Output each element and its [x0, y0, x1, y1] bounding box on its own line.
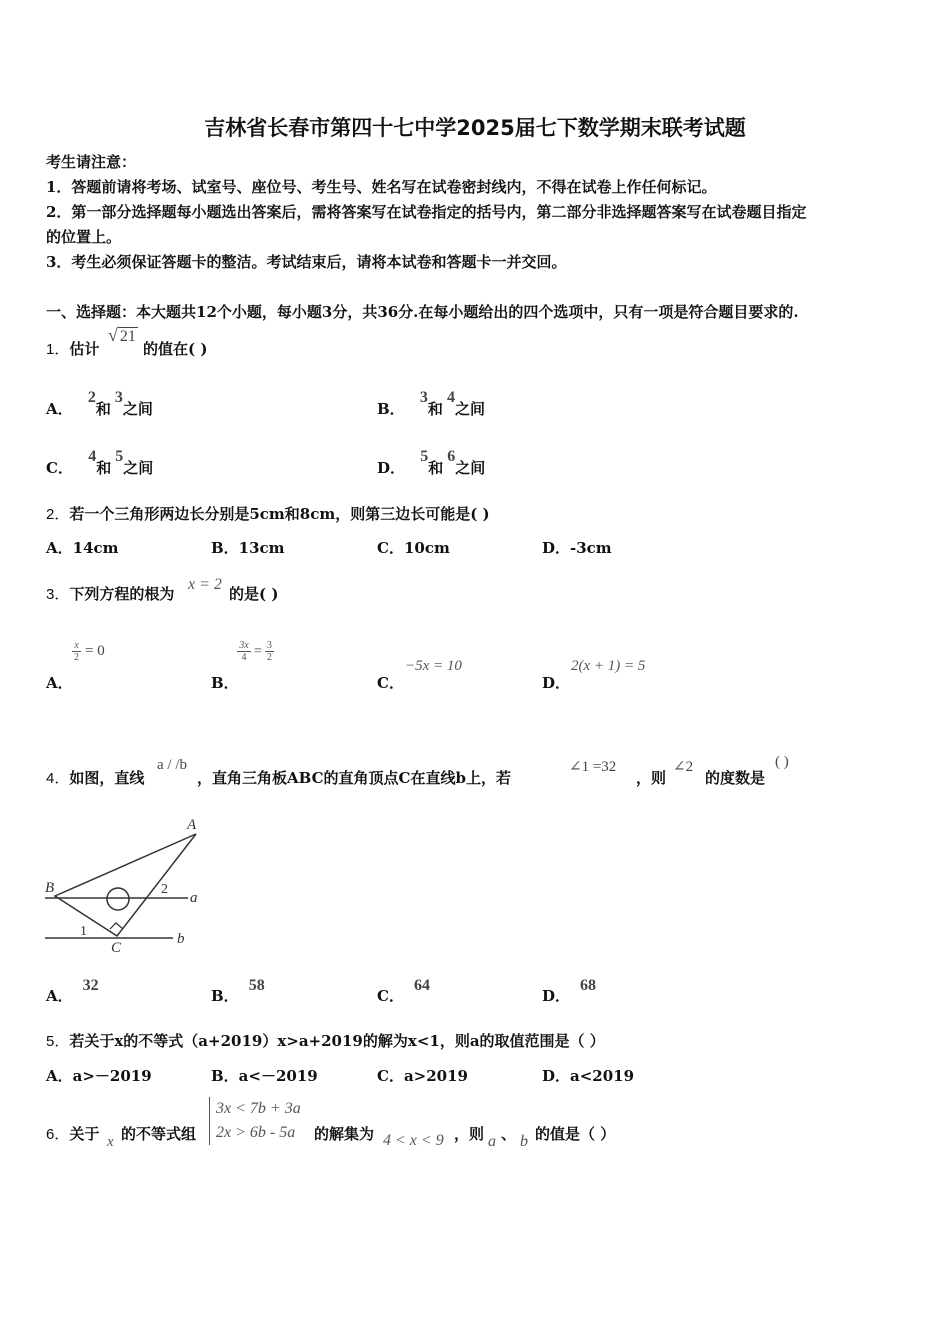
q2-option-a[interactable]: A．14cm [46, 539, 119, 557]
q2-stem [46, 502, 490, 527]
q3-eq: x = 2 [188, 576, 222, 593]
q3-option-a-expr[interactable] [72, 640, 105, 663]
q1-d-mid: 和 [428, 459, 444, 477]
label-a-vertex: A [187, 817, 197, 833]
q1-option-d[interactable] [377, 448, 486, 478]
q1-a-n1: 2 [87, 389, 96, 406]
q1-option-b[interactable] [377, 389, 485, 419]
q4-mid: ，直角三角板ABC的直角顶点C在直线b上，若 [197, 769, 511, 787]
q2-number: 2． [46, 506, 70, 523]
q1-a-end: 之间 [122, 400, 153, 418]
section-heading: 一、选择题：本大题共12个小题，每小题3分，共36分.在每小题给出的四个选项中，只有一项是符合题目要求的. [46, 303, 799, 321]
option-label: C． [377, 987, 404, 1005]
q6-ineq-1: 3x < 7b + 3a [216, 1100, 301, 1117]
q5-number: 5． [46, 1033, 70, 1050]
q4-paren: ( ) [775, 754, 789, 770]
label-line-a: a [190, 890, 198, 906]
q6-var-b: b [520, 1133, 528, 1150]
label-c-vertex: C [111, 940, 122, 956]
right-angle-mark [110, 923, 123, 929]
q6-inequality-system [209, 1097, 301, 1145]
q6-ineq-2: 2x > 6b - 5a [216, 1124, 296, 1141]
q3-b-fraction-2 [265, 640, 274, 663]
label-b-vertex: B [45, 880, 55, 896]
q5-option-d[interactable]: D．a<2019 [542, 1067, 635, 1085]
q5-option-a[interactable]: A．a>－2019 [46, 1067, 152, 1085]
q1-sqrt-value: 21 [119, 328, 136, 345]
q6-post: 的值是（ ） [535, 1125, 616, 1143]
q1-d-n1: 5 [420, 448, 429, 465]
q4-pre: 如图，直线 [69, 769, 145, 787]
q2-text: 若一个三角形两边长分别是5cm和8cm，则第三边长可能是( ) [69, 505, 490, 523]
q3-b-eq: = [254, 643, 262, 659]
q5-option-c[interactable]: C．a>2019 [377, 1067, 468, 1085]
q6-mid3: ，则 [454, 1125, 485, 1143]
q3-a-den: 2 [74, 652, 79, 663]
q1-d-end: 之间 [455, 459, 486, 477]
q4-post: 的度数是 [705, 769, 766, 787]
q3-pre: 下列方程的根为 [69, 585, 175, 603]
q6-stem-pre [46, 1122, 99, 1147]
option-label: A． [46, 987, 73, 1005]
q1-c-end: 之间 [123, 459, 154, 477]
q6-mid2: 的解集为 [314, 1125, 375, 1143]
notice-line-3: 3．考生必须保证答题卡的整洁。考试结束后，请将本试卷和答题卡一并交回。 [46, 253, 567, 271]
q4-angle1: ∠1 =32 [569, 759, 617, 775]
q3-number: 3． [46, 586, 70, 603]
q4-mid2: ，则 [636, 769, 667, 787]
q6-var-x: x [107, 1134, 114, 1150]
q1-option-c[interactable] [46, 448, 154, 478]
q1-sqrt: √ 21 [108, 325, 136, 345]
option-label: D． [377, 459, 406, 477]
q3-a-rest: = 0 [85, 643, 105, 659]
q3-post: 的是( ) [229, 585, 279, 603]
q3-option-b-label[interactable]: B． [211, 674, 239, 692]
notice-heading: 考生请注意： [46, 153, 137, 171]
q4-b-value: 58 [248, 977, 265, 994]
q1-option-a[interactable] [46, 389, 153, 419]
triangle-abc [55, 834, 196, 936]
label-angle-2: 2 [161, 882, 168, 897]
q1-a-n2: 3 [114, 389, 123, 406]
q4-option-c[interactable] [377, 977, 430, 1006]
q1-b-n1: 3 [419, 389, 428, 406]
q5-stem [46, 1029, 605, 1054]
q4-angle2: ∠2 [673, 759, 694, 775]
page-title: 吉林省长春市第四十七中学2025届七下数学期末联考试题 [204, 116, 746, 140]
q3-b-den2: 2 [266, 652, 272, 663]
q1-c-n1: 4 [88, 448, 97, 465]
q4-option-b[interactable] [211, 977, 265, 1006]
q4-d-value: 68 [580, 977, 597, 994]
q5-text: 若关于x的不等式（a+2019）x>a+2019的解为x<1，则a的取值范围是（ ） [69, 1032, 605, 1050]
q1-d-n2: 6 [447, 448, 456, 465]
option-label: C． [46, 459, 73, 477]
q4-a-value: 32 [82, 977, 99, 994]
q3-option-b-expr[interactable] [237, 640, 274, 663]
q1-b-end: 之间 [454, 400, 485, 418]
q4-figure [40, 812, 210, 957]
option-label: D． [542, 987, 571, 1005]
q3-b-num2: 3 [266, 640, 272, 651]
q4-parallel: a / /b [157, 757, 187, 773]
q6-sep: 、 [501, 1125, 517, 1143]
q3-option-c-expr[interactable]: −5x = 10 [405, 658, 462, 674]
q4-option-d[interactable] [542, 977, 597, 1006]
q3-option-d-expr[interactable]: 2(x + 1) = 5 [571, 658, 646, 674]
q3-a-num: x [74, 640, 79, 651]
q2-option-b[interactable]: B．13cm [211, 539, 285, 557]
q1-b-mid: 和 [427, 400, 443, 418]
notice-line-1: 1．答题前请将考场、试室号、座位号、考生号、姓名写在试卷密封线内，不得在试卷上作任何标记。 [46, 178, 717, 196]
option-label: B． [211, 987, 239, 1005]
q1-b-n2: 4 [446, 389, 455, 406]
q4-stem-pre [46, 766, 144, 791]
q3-option-a-label[interactable]: A． [46, 674, 73, 692]
q4-c-value: 64 [413, 977, 430, 994]
q6-mid: 的不等式组 [121, 1125, 197, 1143]
q3-option-c-label[interactable]: C． [377, 674, 404, 692]
q6-range: 4 < x < 9 [383, 1132, 444, 1149]
label-line-b: b [177, 931, 185, 947]
q1-c-n2: 5 [115, 448, 124, 465]
q3-b-num: 3x [239, 640, 249, 651]
q2-option-d[interactable]: D．-3cm [542, 539, 612, 557]
q6-var-a: a [488, 1133, 496, 1150]
triangle-hole [107, 888, 129, 910]
q1-a-mid: 和 [95, 400, 111, 418]
q1-post: 的值在( ) [143, 340, 208, 358]
q3-stem [46, 582, 174, 607]
q3-option-d-label[interactable]: D． [542, 674, 571, 692]
label-angle-1: 1 [80, 924, 87, 939]
q1-c-mid: 和 [96, 459, 112, 477]
q4-number: 4． [46, 770, 70, 787]
q5-option-b[interactable]: B．a<－2019 [211, 1067, 318, 1085]
q1-stem [46, 337, 99, 362]
notice-line-2a: 2．第一部分选择题每小题选出答案后，需将答案写在试卷指定的括号内，第二部分非选择题答案写在试卷题目指定 [46, 203, 807, 221]
q6-pre: 关于 [69, 1125, 100, 1143]
q3-b-den: 4 [237, 651, 251, 663]
q4-option-a[interactable] [46, 977, 99, 1006]
q1-number: 1． [46, 341, 70, 358]
option-label: A． [46, 400, 73, 418]
q2-option-c[interactable]: C．10cm [377, 539, 450, 557]
q1-pre: 估计 [69, 340, 100, 358]
q3-b-fraction-1 [237, 640, 251, 663]
notice-line-2b: 的位置上。 [46, 228, 122, 246]
q6-number: 6． [46, 1126, 70, 1143]
q3-a-fraction [72, 640, 81, 663]
option-label: B． [377, 400, 405, 418]
